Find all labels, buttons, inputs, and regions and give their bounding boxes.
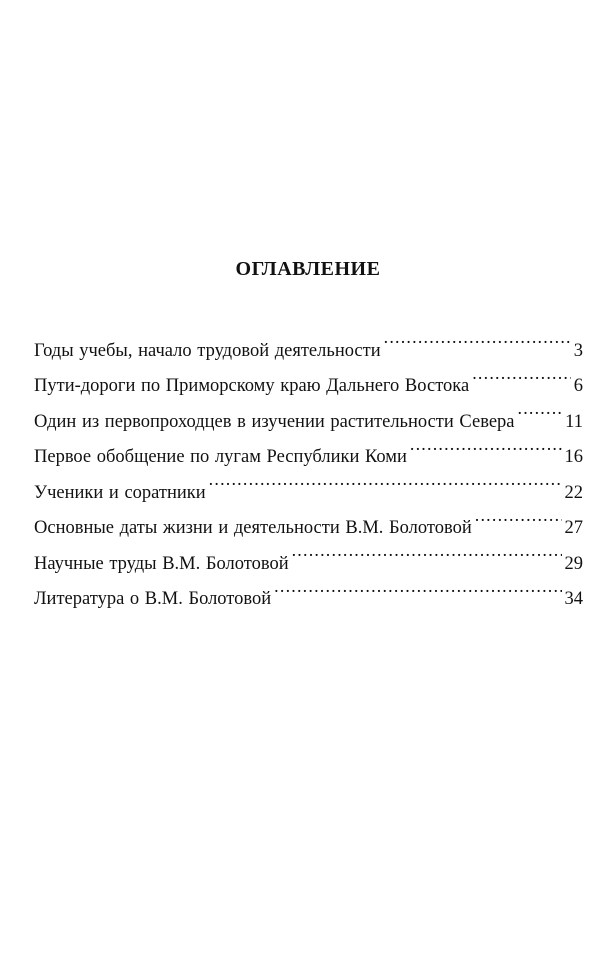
- toc-entry-page: 16: [564, 447, 583, 467]
- toc-dot-leader: [274, 569, 561, 605]
- toc-dot-leader: [472, 356, 571, 392]
- toc-entry-page: 11: [565, 411, 583, 432]
- toc-entry-page: 22: [564, 482, 583, 503]
- toc-entry-page: 27: [564, 518, 583, 538]
- toc-entry-text: Литература о В.М. Болотовой: [34, 589, 272, 609]
- toc-dot-leader: [292, 533, 562, 569]
- toc-entry-text: Годы учебы, начало трудовой деятельности: [34, 340, 381, 361]
- toc-list: [34, 320, 583, 609]
- toc-entry-page: 29: [564, 553, 583, 574]
- toc-entry-text: Один из первопроходцев в изучении растительности Севера: [34, 411, 515, 432]
- toc-entry-text: Пути-дороги по Приморскому краю Дальнего Востока: [34, 376, 470, 396]
- toc-entry-text: Основные даты жизни и деятельности В.М. Болотовой: [34, 518, 472, 538]
- toc-entry-page: 3: [573, 340, 583, 361]
- toc-dot-leader: [475, 498, 562, 534]
- toc-entry: [34, 320, 583, 361]
- toc-dot-leader: [410, 427, 562, 463]
- toc-title: ОГЛАВЛЕНИЕ: [235, 258, 381, 280]
- toc-dot-leader: [384, 320, 571, 356]
- toc-entry-page: 6: [573, 376, 583, 396]
- toc-dot-leader: [209, 462, 562, 498]
- toc-entry-text: Первое обобщение по лугам Республики Коми: [34, 447, 407, 467]
- toc-entry-text: Ученики и соратники: [34, 482, 206, 503]
- toc-dot-leader: [518, 391, 563, 427]
- toc-entry-text: Научные труды В.М. Болотовой: [34, 553, 289, 574]
- toc-entry-page: 34: [564, 589, 583, 609]
